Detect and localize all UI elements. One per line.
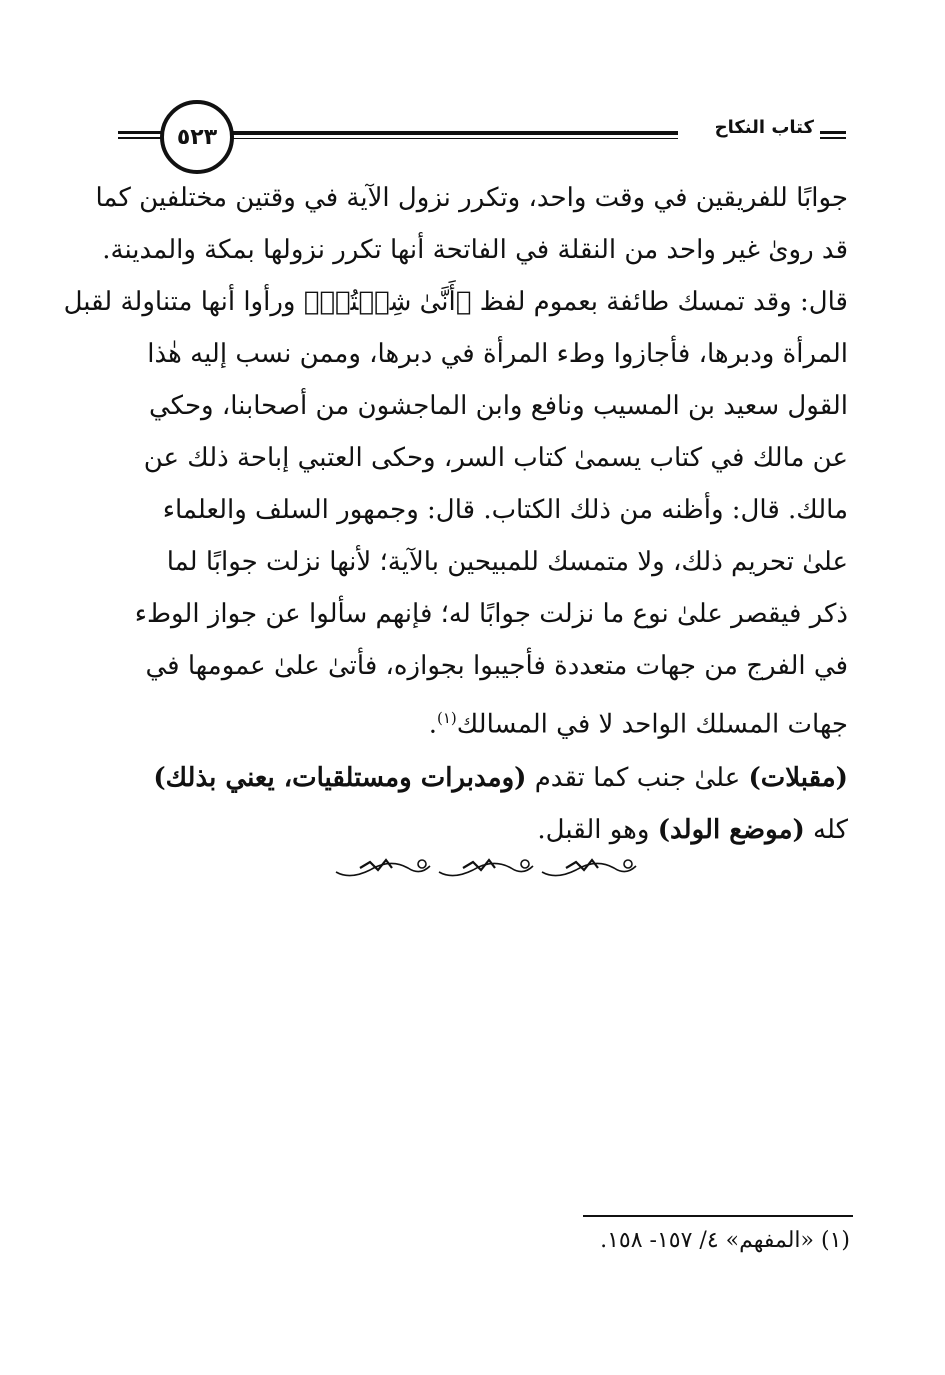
text-line: المرأة ودبرها، فأجازوا وطء المرأة في دبرها، وممن نسب إليه هٰذا [147,339,848,369]
text-span: علىٰ جنب كما تقدم [526,763,749,793]
text-line: مالك. قال: وأظنه من ذلك الكتاب. قال: وجمهور السلف والعلماء [162,495,848,525]
text-line: ذكر فيقصر علىٰ نوع ما نزلت جوابًا له؛ فإنهم سألوا عن جواز الوطء [134,599,848,629]
text-line-content: جهات المسلك الواحد لا في المسالك [456,709,848,740]
text-line: في الفرج من جهات متعددة فأجيبوا بجوازه، فأتىٰ علىٰ عمومها في [145,651,848,681]
bold-term: (موضع الولد) [657,815,805,845]
bold-term: (مقبلات) [748,763,848,793]
text-line [120,804,848,856]
text-line: قد رویٰ غير واحد من النقلة في الفاتحة أنها تكرر نزولها بمكة والمدينة. [102,235,848,265]
text-line: علىٰ تحريم ذلك، ولا متمسك للمبيحين بالآية؛ لأنها نزلت جوابًا لما [166,547,848,577]
ornament-unit [336,860,430,876]
sentence-end: . [428,709,437,740]
footnote: (١) «المفهم» ٤/ ١٥٧- ١٥٨. [600,1228,850,1253]
bold-term: (ومدبرات ومستلقيات، يعني بذلك) [153,763,527,793]
text-line [120,752,848,804]
text-span: كله [804,815,848,845]
page-number: ٥٢٣ [160,100,234,174]
header-rule-middle [230,131,678,135]
header-rule-right [820,131,846,134]
ornament-unit [542,860,636,876]
header-rule-middle-thin [230,138,678,139]
text-line: القول سعيد بن المسيب ونافع وابن الماجشون من أصحابنا، وحكي [148,391,848,421]
text-line: عن مالك في كتاب يسمىٰ كتاب السر، وحكى العتبي إباحة ذلك عن [143,443,848,473]
footnote-marker: (١) [436,709,457,727]
text-span: وهو القبل. [537,815,658,845]
text-line: جوابًا للفريقين في وقت واحد، وتكرر نزول الآية في وقتين مختلفين كما [95,183,848,213]
ornament-unit [439,860,533,876]
text-line-last [120,692,848,744]
page-header [118,95,846,175]
section-ornament [330,850,640,884]
text-line: قال: وقد تمسك طائفة بعموم لفظ ﴿أَنَّىٰ شِئۡتُمۡ﴾ ورأوا أنها متناولة لقبل [63,287,848,317]
main-text [63,172,848,856]
header-rule-right-thin [820,137,846,139]
chapter-title: كتاب النكاح [714,117,814,138]
footnote-rule [583,1215,853,1217]
